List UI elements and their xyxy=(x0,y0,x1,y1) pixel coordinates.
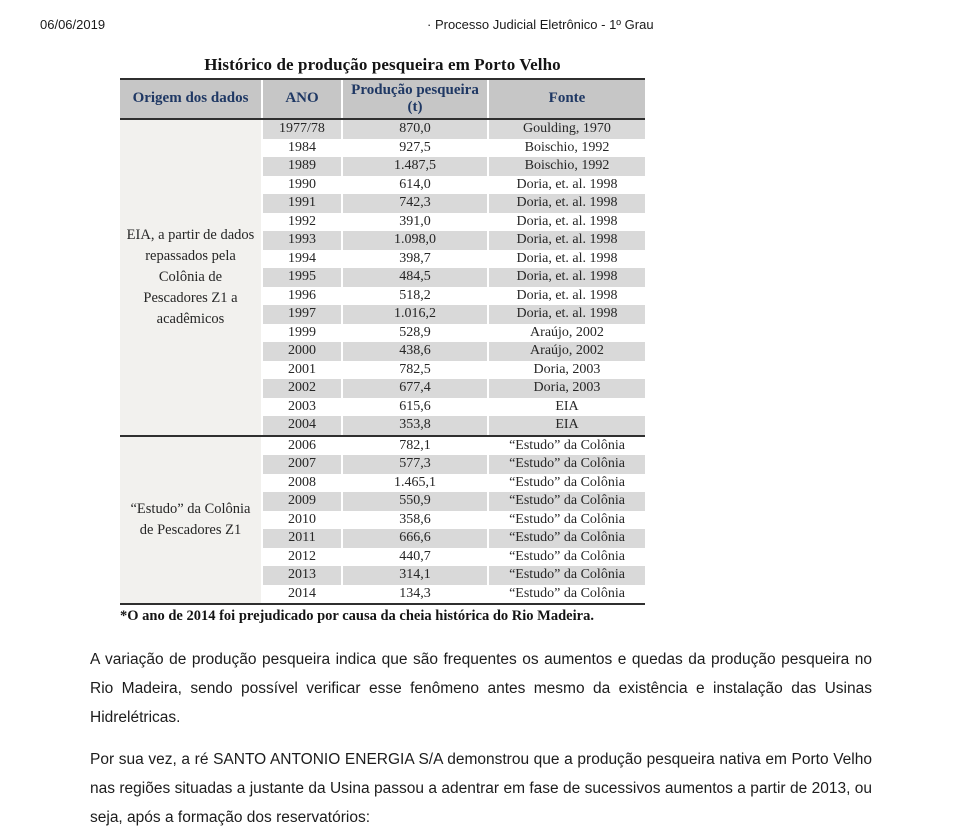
cell-fonte: “Estudo” da Colônia xyxy=(489,492,645,511)
cell-fonte: Doria, et. al. 1998 xyxy=(489,287,645,306)
column-header-ano: ANO xyxy=(263,80,341,118)
cell-ano: 2012 xyxy=(263,548,341,567)
cell-fonte: Boischio, 1992 xyxy=(489,139,645,158)
paragraph-santo-antonio: Por sua vez, a ré SANTO ANTONIO ENERGIA S/A demonstrou que a produção pesqueira nativa em Porto Velho nas regiões situadas a justante da Usina passou a adentrar em fase de sucessivos aumentos a partir de 2013, ou seja, após a formação dos reservatórios: xyxy=(90,751,872,826)
cell-producao: 1.487,5 xyxy=(343,157,487,176)
cell-ano: 1993 xyxy=(263,231,341,250)
cell-ano: 1997 xyxy=(263,305,341,324)
cell-ano: 1984 xyxy=(263,139,341,158)
cell-fonte: Doria, et. al. 1998 xyxy=(489,250,645,269)
table-row xyxy=(263,139,645,158)
cell-fonte: Doria, et. al. 1998 xyxy=(489,231,645,250)
cell-producao: 927,5 xyxy=(343,139,487,158)
cell-ano: 2008 xyxy=(263,474,341,493)
cell-fonte: Doria, et. al. 1998 xyxy=(489,305,645,324)
cell-fonte: Araújo, 2002 xyxy=(489,324,645,343)
cell-ano: 1996 xyxy=(263,287,341,306)
cell-fonte: Doria, et. al. 1998 xyxy=(489,213,645,232)
cell-producao: 134,3 xyxy=(343,585,487,604)
cell-fonte: Doria, 2003 xyxy=(489,361,645,380)
cell-fonte: “Estudo” da Colônia xyxy=(489,474,645,493)
document-body-text xyxy=(90,645,872,836)
table-row xyxy=(263,379,645,398)
table-row xyxy=(263,342,645,361)
cell-fonte: Doria, et. al. 1998 xyxy=(489,176,645,195)
table-row xyxy=(263,511,645,530)
cell-producao: 870,0 xyxy=(343,120,487,139)
column-header-producao: Produção pesqueira (t) xyxy=(343,80,487,118)
cell-producao: 1.016,2 xyxy=(343,305,487,324)
table-row xyxy=(263,287,645,306)
cell-fonte: Boischio, 1992 xyxy=(489,157,645,176)
cell-fonte: Goulding, 1970 xyxy=(489,120,645,139)
cell-ano: 2010 xyxy=(263,511,341,530)
cell-producao: 440,7 xyxy=(343,548,487,567)
cell-fonte: “Estudo” da Colônia xyxy=(489,437,645,456)
table-header-row xyxy=(120,80,645,120)
cell-producao: 782,1 xyxy=(343,437,487,456)
cell-fonte: “Estudo” da Colônia xyxy=(489,529,645,548)
cell-ano: 2006 xyxy=(263,437,341,456)
cell-fonte: “Estudo” da Colônia xyxy=(489,455,645,474)
cell-producao: 518,2 xyxy=(343,287,487,306)
section-rows xyxy=(263,437,645,604)
table-row xyxy=(263,361,645,380)
cell-producao: 550,9 xyxy=(343,492,487,511)
table-row xyxy=(263,305,645,324)
cell-ano: 1991 xyxy=(263,194,341,213)
cell-fonte: EIA xyxy=(489,398,645,417)
fish-production-table xyxy=(120,55,645,625)
paragraph-variacao: A variação de produção pesqueira indica que são frequentes os aumentos e quedas da produção pesqueira no Rio Madeira, sendo possível verificar esse fenômeno antes mesmo da existência e instalação das Usinas Hidrelétricas. xyxy=(90,651,872,726)
cell-producao: 528,9 xyxy=(343,324,487,343)
cell-ano: 1995 xyxy=(263,268,341,287)
cell-producao: 615,6 xyxy=(343,398,487,417)
cell-ano: 2007 xyxy=(263,455,341,474)
cell-fonte: EIA xyxy=(489,416,645,435)
cell-ano: 2003 xyxy=(263,398,341,417)
table-row xyxy=(263,157,645,176)
cell-fonte: Doria, 2003 xyxy=(489,379,645,398)
cell-fonte: Doria, et. al. 1998 xyxy=(489,194,645,213)
cell-ano: 1989 xyxy=(263,157,341,176)
table-row xyxy=(263,585,645,604)
cell-producao: 314,1 xyxy=(343,566,487,585)
cell-ano: 2011 xyxy=(263,529,341,548)
table-title: Histórico de produção pesqueira em Porto Velho xyxy=(204,55,561,74)
cell-producao: 677,4 xyxy=(343,379,487,398)
table xyxy=(120,78,645,605)
cell-fonte: Araújo, 2002 xyxy=(489,342,645,361)
cell-producao: 398,7 xyxy=(343,250,487,269)
table-row xyxy=(263,455,645,474)
cell-producao: 391,0 xyxy=(343,213,487,232)
cell-ano: 1990 xyxy=(263,176,341,195)
cell-ano: 2002 xyxy=(263,379,341,398)
cell-fonte: “Estudo” da Colônia xyxy=(489,548,645,567)
cell-producao: 614,0 xyxy=(343,176,487,195)
table-row xyxy=(263,529,645,548)
table-row xyxy=(263,176,645,195)
table-row xyxy=(263,120,645,139)
cell-producao: 577,3 xyxy=(343,455,487,474)
cell-ano: 2001 xyxy=(263,361,341,380)
table-row xyxy=(263,324,645,343)
table-body xyxy=(120,120,645,603)
cell-ano: 1994 xyxy=(263,250,341,269)
cell-fonte: “Estudo” da Colônia xyxy=(489,585,645,604)
cell-ano: 2000 xyxy=(263,342,341,361)
page-header-title: · Processo Judicial Eletrônico - 1º Grau xyxy=(427,17,654,32)
cell-ano: 2009 xyxy=(263,492,341,511)
column-header-fonte: Fonte xyxy=(489,80,645,118)
table-row xyxy=(263,492,645,511)
cell-ano: 2004 xyxy=(263,416,341,435)
cell-fonte: “Estudo” da Colônia xyxy=(489,511,645,530)
section-rows xyxy=(263,120,645,435)
cell-ano: 1992 xyxy=(263,213,341,232)
cell-ano: 2014 xyxy=(263,585,341,604)
column-header-origem: Origem dos dados xyxy=(120,80,261,118)
cell-producao: 666,6 xyxy=(343,529,487,548)
table-row xyxy=(263,566,645,585)
table-row xyxy=(263,398,645,417)
cell-ano: 1977/78 xyxy=(263,120,341,139)
table-row xyxy=(263,548,645,567)
cell-ano: 1999 xyxy=(263,324,341,343)
cell-fonte: Doria, et. al. 1998 xyxy=(489,268,645,287)
cell-ano: 2013 xyxy=(263,566,341,585)
table-row xyxy=(263,437,645,456)
table-section xyxy=(120,435,645,604)
table-row xyxy=(263,268,645,287)
cell-producao: 484,5 xyxy=(343,268,487,287)
table-row xyxy=(263,474,645,493)
page-date: 06/06/2019 xyxy=(40,17,106,32)
cell-fonte: “Estudo” da Colônia xyxy=(489,566,645,585)
origin-cell: EIA, a partir de dados repassados pela Colônia de Pescadores Z1 a acadêmicos xyxy=(120,120,261,435)
table-row xyxy=(263,416,645,435)
table-row xyxy=(263,250,645,269)
table-footnote: *O ano de 2014 foi prejudicado por causa da cheia histórica do Rio Madeira. xyxy=(120,608,594,624)
cell-producao: 1.098,0 xyxy=(343,231,487,250)
table-row xyxy=(263,194,645,213)
cell-producao: 353,8 xyxy=(343,416,487,435)
table-row xyxy=(263,231,645,250)
cell-producao: 742,3 xyxy=(343,194,487,213)
cell-producao: 358,6 xyxy=(343,511,487,530)
cell-producao: 782,5 xyxy=(343,361,487,380)
origin-cell: “Estudo” da Colônia de Pescadores Z1 xyxy=(120,437,261,604)
cell-producao: 438,6 xyxy=(343,342,487,361)
table-section xyxy=(120,120,645,435)
table-row xyxy=(263,213,645,232)
cell-producao: 1.465,1 xyxy=(343,474,487,493)
